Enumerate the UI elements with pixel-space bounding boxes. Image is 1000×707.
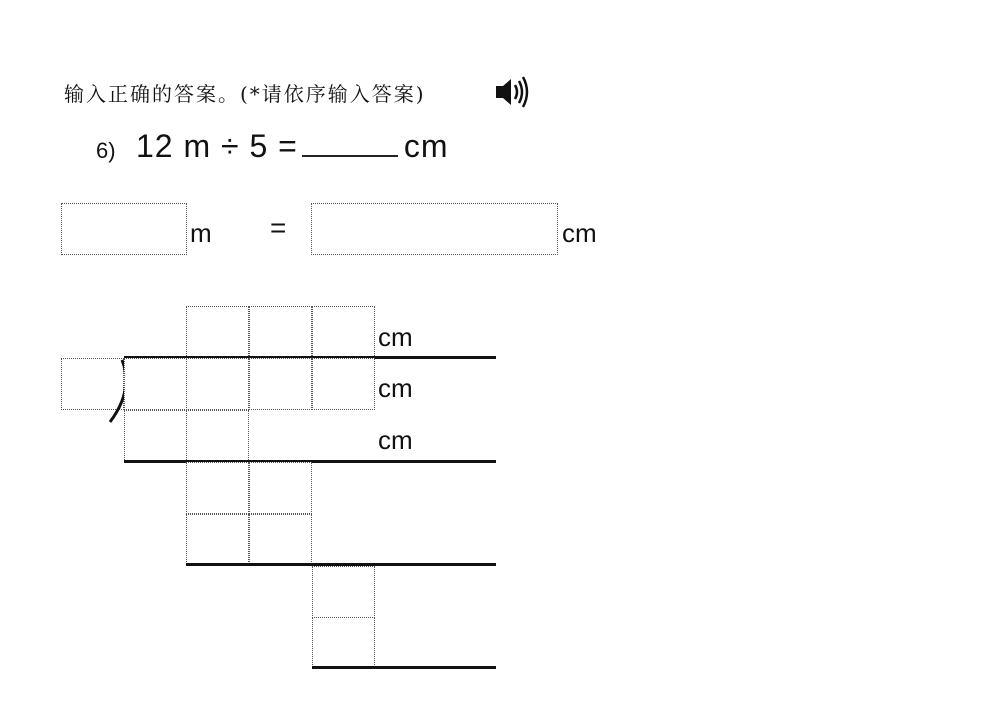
speaker-icon[interactable] [493, 74, 533, 110]
product-unit-label: cm [378, 425, 413, 455]
dividend-digit-2-input[interactable] [186, 358, 249, 410]
quotient-digit-1-input[interactable] [186, 306, 249, 358]
subtraction-line-3 [312, 666, 496, 669]
equals-sign: = [270, 212, 287, 243]
question-number: 6) [96, 138, 116, 163]
instruction-text: 输入正确的答案。(*请依序输入答案) [64, 82, 426, 106]
problem-expression: 12 m ÷ 5 = [136, 128, 298, 164]
meters-unit-label: m [190, 218, 212, 248]
dividend-digit-3-input[interactable] [249, 358, 312, 410]
remainder-2-input[interactable] [312, 566, 375, 618]
remainder-1-digit-2-input[interactable] [249, 462, 312, 514]
quotient-digit-2-input[interactable] [249, 306, 312, 358]
answer-blank-line [302, 129, 398, 157]
remainder-1-digit-1-input[interactable] [186, 462, 249, 514]
dividend-digit-4-input[interactable] [312, 358, 375, 410]
problem-statement [136, 128, 449, 165]
product-2-digit-1-input[interactable] [186, 514, 249, 564]
meters-input[interactable] [61, 203, 187, 255]
dividend-unit-label: cm [378, 373, 413, 403]
problem-unit: cm [403, 128, 449, 164]
product-1-digit-1-input[interactable] [124, 410, 187, 462]
quotient-digit-3-input[interactable] [312, 306, 375, 358]
product-3-input[interactable] [312, 617, 375, 667]
dividend-digit-1-input[interactable] [124, 358, 187, 410]
product-2-digit-2-input[interactable] [249, 514, 312, 564]
quotient-unit-label: cm [378, 322, 413, 352]
centimeters-unit-label: cm [562, 218, 597, 248]
product-1-digit-2-input[interactable] [186, 410, 249, 462]
centimeters-input[interactable] [311, 203, 558, 255]
